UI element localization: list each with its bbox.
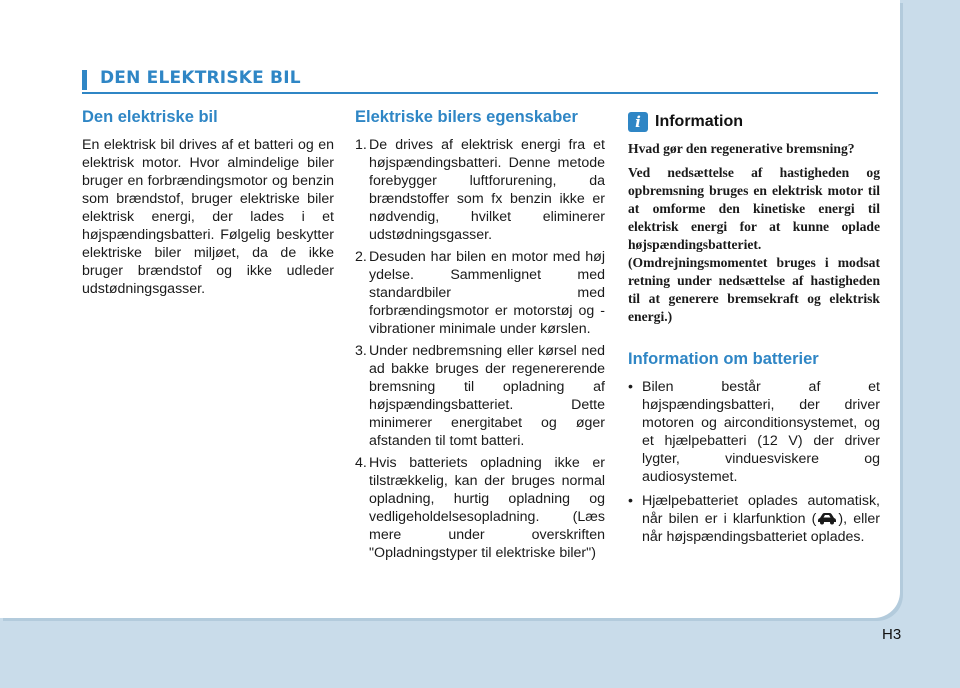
heading-properties: Elektriske bilers egenskaber — [355, 108, 578, 126]
info-box-header — [628, 112, 880, 132]
list-text: De drives af elektrisk energi fra et højspændingsbatteri. Denne metode forebygger luftforurening, da brændstoffer som fx benzin ikke er nødvendig, hvilket eliminerer udstødningsgasser. — [369, 137, 605, 243]
list-number: 2. — [355, 249, 367, 265]
info-question: Hvad gør den regenerative bremsning? — [628, 141, 855, 156]
list-item — [355, 136, 605, 244]
car-ready-icon — [817, 512, 837, 525]
bullet-item: • Bilen består af et højspændingsbatteri, der driver motoren og airconditionsystemet, og et hjælpebatteri (12 V) der driver lygter, vinduesviskere og audiosystemet. — [628, 378, 880, 486]
heading-battery-info: Information om batterier — [628, 350, 819, 368]
list-number: 3. — [355, 343, 367, 359]
heading-electric-car: Den elektriske bil — [82, 108, 218, 126]
info-box-body — [628, 140, 880, 326]
battery-bullets — [628, 378, 880, 546]
section-accent-bar — [82, 70, 87, 90]
properties-list — [355, 136, 605, 562]
info-icon: i — [628, 112, 648, 132]
info-title: Information — [655, 113, 743, 130]
column-information — [628, 108, 880, 552]
list-item — [355, 342, 605, 450]
list-text: Desuden har bilen en motor med høj ydelse. Sammenlignet med standardbiler med forbrændingsmotor er motorstøj og -vibrationer minimale under kørslen. — [369, 249, 605, 337]
section-header — [82, 64, 878, 94]
bullet-text-start: Hjælpebatteriet oplades automatisk, når bilen er i klarfunktion ( — [642, 493, 880, 527]
column-properties — [355, 108, 605, 566]
list-item — [355, 454, 605, 562]
bullet-text-end: ), eller når højspændingsbatteriet oplades. — [642, 511, 881, 545]
list-number: 4. — [355, 455, 367, 471]
list-item — [355, 248, 605, 338]
section-title: DEN ELEKTRISKE BIL — [100, 68, 301, 88]
list-number: 1. — [355, 137, 367, 153]
list-text: Under nedbremsning eller kørsel ned ad bakke bruges der regenererende bremsning til opladning af højspændingsbatteriet. Dette minimerer energitabet og øger afstanden til tomt batteri. — [369, 343, 605, 449]
column-electric-car — [82, 108, 334, 298]
list-text: Hvis batteriets opladning ikke er tilstrækkelig, kan der bruges normal opladning, hurtig opladning og vedligeholdelsesopladning. (Læs mere under overskriften "Opladningstyper til elektriske biler") — [369, 455, 605, 561]
electric-car-paragraph: En elektrisk bil drives af et batteri og en elektrisk motor. Hvor almindelige biler bruger en forbrændingsmotor og benzin som brændstof, bruger elektriske biler elektrisk energi, der lades i et højspændingsbatteri. Følgelig beskytter elektriske biler miljøet, da de ikke bruger brændstof og ikke udleder udstødningsgasser. — [82, 137, 334, 297]
info-answer: Ved nedsættelse af hastigheden og opbremsning bruges en elektrisk motor til at omforme den kinetiske energi til elektrisk energi for at kunne oplade højspændingsbatteriet. (Omdrejningsmomentet bruges i modsat retning under nedsættelse af hastigheden til at generere bremsekraft og elektrisk energi.) — [628, 165, 880, 324]
page-number: H3 — [882, 626, 902, 643]
bullet-item — [628, 492, 880, 546]
